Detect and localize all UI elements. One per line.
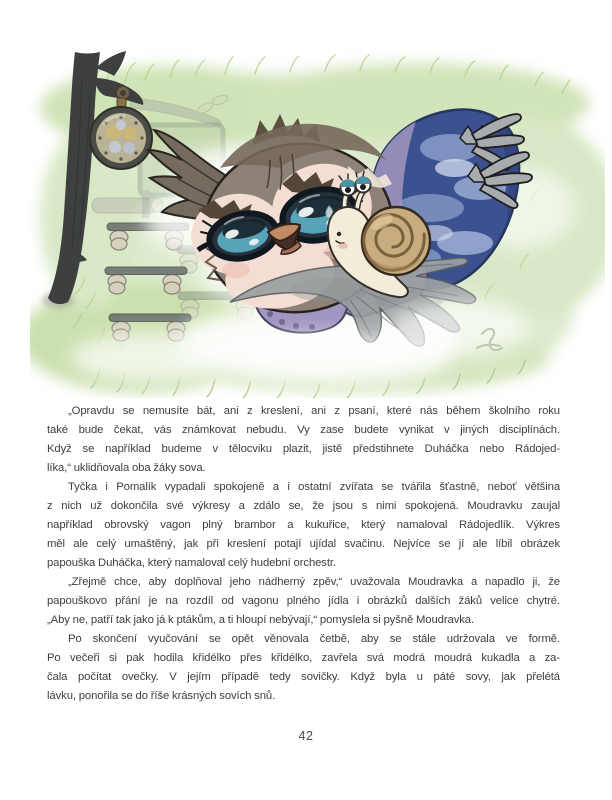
text-line: líka,“ uklidňovala oba žáky sova. (47, 462, 206, 474)
text-line: měl ale celý umaštěný, jak při kreslení potají ujídal svačinu. Nejvíce se jí ale líbil obrázek (47, 538, 560, 550)
text-line: „Aby ne, patří tak jako já k ptákům, a ti hloupí nebývají,“ pomyslela si pyšně Moudravka. (47, 614, 475, 626)
text-line: Po skončení vyučování se opět věnovala četbě, aby se stále udržovala ve formě. (68, 633, 560, 645)
story-text (47, 402, 560, 706)
snail-shell (362, 207, 430, 275)
text-line: „Zřejmě chce, aby doplňoval jeho nádherný zpěv,“ uvažovala Moudravka a napadlo ji, že (68, 576, 560, 588)
text-line: Když se například budeme v tělocviku plazit, jistě předstihnete Duháčka nebo Rádojed- (47, 443, 560, 455)
text-line: lávku, ponořila se do říše krásných sovích snů. (47, 690, 276, 702)
text-line: Po večeři si pak hodila křidélko přes křidélko, zavřela svá modrá moudrá kukadla a za- (47, 652, 560, 664)
text-line: „Opravdu se nemusíte bát, ani z kreslení, ani z psaní, které nás během školního roku (68, 405, 560, 417)
text-line: papouškovo přání je na rozdíl od vagonu plného jídla i obrázků dalších žáků velice chytré. (47, 595, 560, 607)
paragraph-1 (47, 402, 560, 478)
text-line: z nich už dokončila své výkresy a zdálo se, že jsou s nimi spokojená. Moudravku zaujal (47, 500, 560, 512)
illustration-owl-flying (30, 38, 605, 398)
text-line: čala počítat ovečky. V jejím případě tedy sovičky. Když byla u páté sovy, jak přelétá (47, 671, 560, 683)
paragraph-4 (47, 630, 560, 706)
paragraph-2 (47, 478, 560, 573)
text-line: Tyčka i Pomalík vypadali spokojeně a i ostatní zvířata se tvářila šťastně, neboť většina (68, 481, 560, 493)
text-line: také bude čekat, vás známkovat nebudu. Vy zase budete vynikat v jiných disciplínách. (47, 424, 560, 436)
paragraph-3 (47, 573, 560, 630)
text-line: papouška Duháčka, který namaloval celý hudební orchestr. (47, 557, 336, 569)
text-line: například obrovský vagon plný brambor a kukuřice, který namaloval Rádojedlík. Výkres (47, 519, 560, 531)
page-number: 42 (298, 729, 314, 743)
